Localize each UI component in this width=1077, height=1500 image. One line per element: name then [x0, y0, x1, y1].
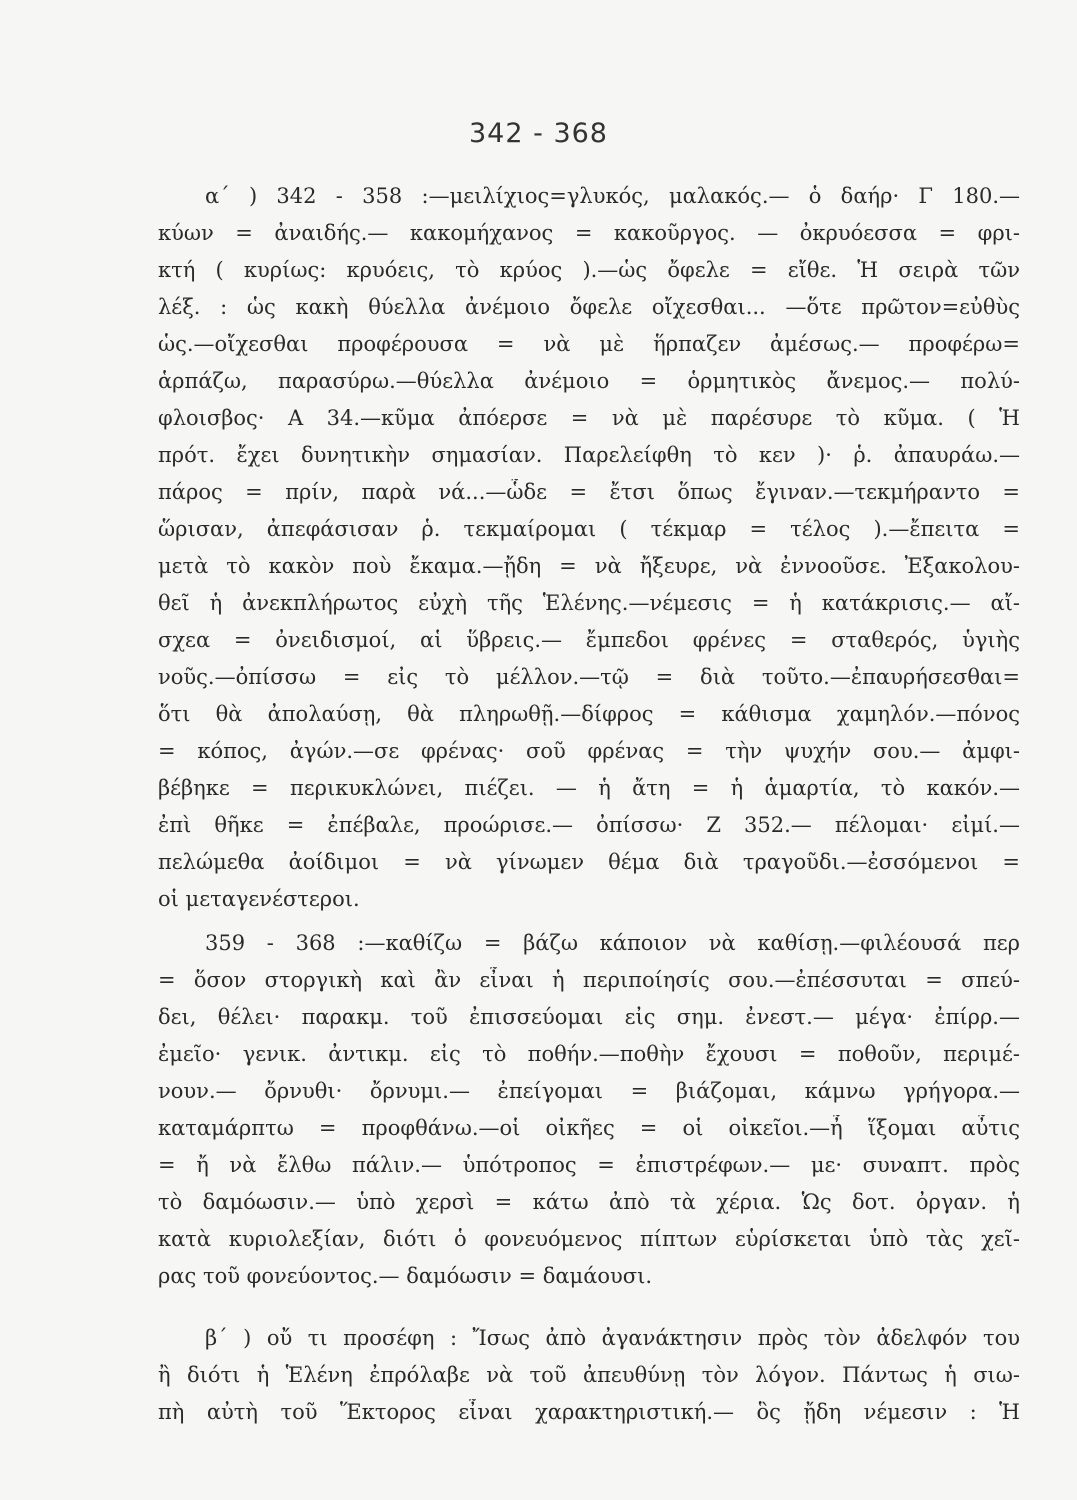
text-line: ἢ διότι ἡ Ἑλένη ἐπρόλαβε νὰ τοῦ ἀπευθύνῃ τὸν λόγον. Πάντως ἡ σιω-: [158, 1363, 1020, 1387]
text-line: μετὰ τὸ κακὸν ποὺ ἔκαμα.—ᾔδη = νὰ ἤξευρε, νὰ ἐννοοῦσε. Ἐξακολου-: [158, 554, 1020, 578]
text-line: α΄ ) 342 - 358 :—μειλίχιος=γλυκός, μαλακός.— ὁ δαήρ· Γ 180.—: [205, 184, 1020, 208]
text-line: ὅτι θὰ ἀπολαύσῃ, θὰ πληρωθῇ.—δίφρος = κάθισμα χαμηλόν.—πόνος: [158, 702, 1020, 726]
text-line: λέξ. : ὡς κακὴ θύελλα ἀνέμοιο ὄφελε οἴχεσθαι... —ὅτε πρῶτον=εὐθὺς: [158, 295, 1020, 319]
text-line: ἁρπάζω, παρασύρω.—θύελλα ἀνέμοιο = ὁρμητικὸς ἄνεμος.— πολύ-: [158, 369, 1020, 393]
text-line: = ἤ νὰ ἔλθω πάλιν.— ὑπότροπος = ἐπιστρέφων.— με· συναπτ. πρὸς: [158, 1153, 1020, 1177]
text-line: θεῖ ἡ ἀνεκπλήρωτος εὐχὴ τῆς Ἑλένης.—νέμεσις = ἡ κατάκρισις.— αἴ-: [158, 591, 1020, 615]
text-line: πρότ. ἔχει δυνητικὴν σημασίαν. Παρελείφθη τὸ κεν )· ῥ. ἀπαυράω.—: [158, 443, 1020, 467]
text-line: ρας τοῦ φονεύοντος.— δαμόωσιν = δαμάουσι.: [158, 1264, 653, 1288]
text-line: = κόπος, ἀγών.—σε φρένας· σοῦ φρένας = τὴν ψυχήν σου.— ἀμφι-: [158, 739, 1020, 763]
text-line: κτή ( κυρίως: κρυόεις, τὸ κρύος ).—ὡς ὄφελε = εἴθε. Ἡ σειρὰ τῶν: [158, 258, 1020, 282]
text-line: πὴ αὐτὴ τοῦ Ἕκτορος εἶναι χαρακτηριστική.— ὃς ᾔδη νέμεσιν : Ἡ: [158, 1400, 1020, 1424]
text-line: πελώμεθα ἀοίδιμοι = νὰ γίνωμεν θέμα διὰ τραγοῦδι.—ἐσσόμενοι =: [158, 850, 1020, 874]
text-line: καταμάρπτω = προφθάνω.—οἱ οἰκῆες = οἱ οἰκεῖοι.—ἦ ἵξομαι αὖτις: [158, 1116, 1020, 1140]
text-line: οἱ μεταγενέστεροι.: [158, 887, 360, 911]
text-line: βέβηκε = περικυκλώνει, πιέζει. — ἡ ἄτη = ἡ ἁμαρτία, τὸ κακόν.—: [158, 776, 1020, 800]
text-line: νοῦς.—ὀπίσσω = εἰς τὸ μέλλον.—τῷ = διὰ τοῦτο.—ἐπαυρήσεσθαι=: [158, 665, 1020, 689]
text-line: β΄ ) οὔ τι προσέφη : Ἴσως ἀπὸ ἀγανάκτησιν πρὸς τὸν ἀδελφόν του: [205, 1326, 1020, 1350]
text-line: ἐμεῖο· γενικ. ἀντικμ. εἰς τὸ ποθήν.—ποθὴν ἔχουσι = ποθοῦν, περιμέ-: [158, 1042, 1020, 1066]
text-line: ὡς.—οἴχεσθαι προφέρουσα = νὰ μὲ ἥρπαζεν ἀμέσως.— προφέρω=: [158, 332, 1020, 356]
text-line: νουν.— ὄρνυθι· ὄρνυμι.— ἐπείγομαι = βιάζομαι, κάμνω γρήγορα.—: [158, 1079, 1020, 1103]
text-line: τὸ δαμόωσιν.— ὑπὸ χερσὶ = κάτω ἀπὸ τὰ χέρια. Ὡς δοτ. ὀργαν. ἡ: [158, 1190, 1020, 1214]
text-line: ἐπὶ θῆκε = ἐπέβαλε, προώρισε.— ὀπίσσω· Ζ 352.— πέλομαι· εἰμί.—: [158, 813, 1020, 837]
text-line: = ὅσον στοργικὴ καὶ ἂν εἶναι ἡ περιποίησίς σου.—ἐπέσσυται = σπεύ-: [158, 968, 1020, 992]
text-line: πάρος = πρίν, παρὰ νά...—ὧδε = ἔτσι ὅπως ἔγιναν.—τεκμήραντο =: [158, 480, 1020, 504]
text-line: ὥρισαν, ἀπεφάσισαν ῥ. τεκμαίρομαι ( τέκμαρ = τέλος ).—ἔπειτα =: [158, 517, 1020, 541]
text-line: κατὰ κυριολεξίαν, διότι ὁ φονευόμενος πίπτων εὑρίσκεται ὑπὸ τὰς χεῖ-: [158, 1227, 1020, 1251]
text-line: 359 - 368 :—καθίζω = βάζω κάποιον νὰ καθίσῃ.—φιλέουσά περ: [205, 931, 1020, 955]
text-line: φλοισβος· Α 34.—κῦμα ἀπόερσε = νὰ μὲ παρέσυρε τὸ κῦμα. ( Ἡ: [158, 406, 1020, 430]
text-line: δει, θέλει· παρακμ. τοῦ ἐπισσεύομαι εἰς σημ. ἐνεστ.— μέγα· ἐπίρρ.—: [158, 1005, 1020, 1029]
page-header: 342 - 368: [469, 118, 608, 149]
text-line: σχεα = ὀνειδισμοί, αἱ ὕβρεις.— ἔμπεδοι φρένες = σταθερός, ὑγιὴς: [158, 628, 1020, 652]
text-line: κύων = ἀναιδής.— κακομήχανος = κακοῦργος. — ὀκρυόεσσα = φρι-: [158, 221, 1020, 245]
